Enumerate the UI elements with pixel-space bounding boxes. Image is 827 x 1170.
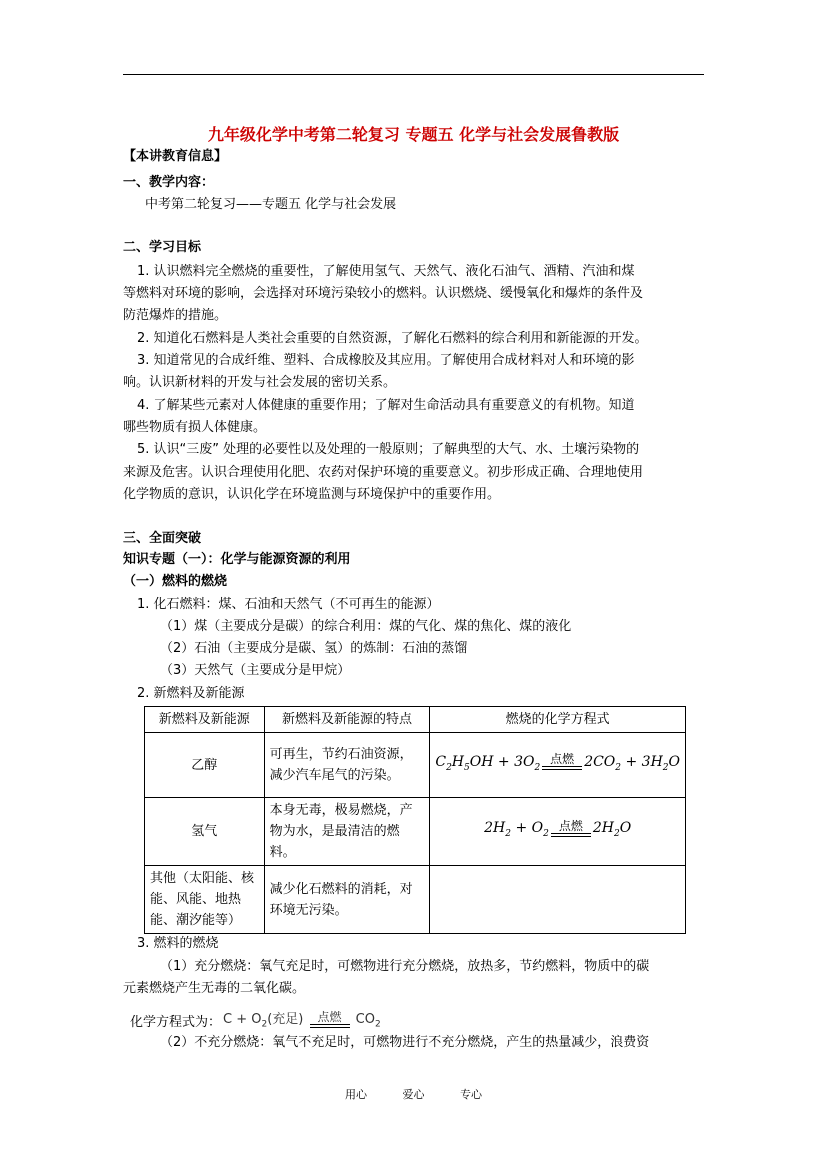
section1-heading: 一、教学内容： — [123, 175, 215, 190]
fuel-feature-cell: 减少化石燃料的消耗，对环境无污染。 — [264, 866, 430, 934]
table-header-row — [145, 707, 686, 733]
paragraph-line: 元素燃烧产生无毒的二氧化碳。 — [123, 981, 306, 996]
objective-line: 哪些物质有损人体健康。 — [123, 420, 267, 435]
paragraph-line: （1）充分燃烧：氧气充足时，可燃物进行充分燃烧，放热多，节约燃料，物质中的碳 — [160, 959, 650, 974]
carbon-combustion-equation: $C + O_2$(充足) 点燃 $CO_2$ — [223, 1010, 381, 1030]
page-title: 九年级化学中考第二轮复习 专题五 化学与社会发展鲁教版 — [207, 125, 620, 144]
table-header-cell: 燃烧的化学方程式 — [430, 707, 686, 733]
table-header-cell: 新燃料及新能源 — [145, 707, 265, 733]
item-heading: 3. 燃料的燃烧 — [137, 936, 219, 951]
fuel-feature-cell: 本身无毒，极易燃烧，产物为水，是最清洁的燃料。 — [264, 798, 430, 866]
fuel-name-cell: 氢气 — [145, 798, 265, 866]
hydrogen-combustion-equation: $2H_2 + O_2$ 点燃 $2H_2O$ — [484, 818, 632, 839]
table-row — [145, 798, 686, 866]
objective-line: 防范爆炸的措施。 — [123, 308, 228, 323]
section2-heading: 二、学习目标 — [123, 240, 202, 255]
table-header-cell: 新燃料及新能源的特点 — [264, 707, 430, 733]
table-row — [145, 733, 686, 798]
objective-line: 等燃料对环境的影响，会选择对环境污染较小的燃料。认识燃烧、缓慢氧化和爆炸的条件及 — [123, 286, 644, 301]
objective-line: 4. 了解某些元素对人体健康的重要作用；了解对生命活动具有重要意义的有机物。知道 — [137, 398, 635, 413]
new-fuel-table — [144, 706, 686, 934]
fuel-feature-cell: 可再生，节约石油资源，减少汽车尾气的污染。 — [264, 733, 430, 798]
objective-line: 响。认识新材料的开发与社会发展的密切关系。 — [123, 375, 397, 390]
objective-line: 2. 知道化石燃料是人类社会重要的自然资源，了解化石燃料的综合利用和新能源的开发。 — [137, 331, 648, 346]
subsection-heading: （一）燃料的燃烧 — [123, 574, 228, 589]
list-item: （3）天然气（主要成分是甲烷） — [160, 663, 351, 678]
objective-line: 来源及危害。认识合理使用化肥、农药对保护环境的重要意义。初步形成正确、合理地使用 — [123, 465, 644, 480]
footer-text: 爱心 — [402, 1088, 425, 1101]
equation-label: 化学方程式为： — [130, 1014, 222, 1030]
equation-cell — [430, 733, 686, 798]
list-item: （1）煤（主要成分是碳）的综合利用：煤的气化、煤的焦化、煤的液化 — [160, 619, 572, 634]
objective-line: 5. 认识“三废” 处理的必要性以及处理的一般原则；了解典型的大气、水、土壤污染物的 — [137, 442, 640, 457]
section1-content: 中考第二轮复习——专题五 化学与社会发展 — [145, 197, 397, 212]
paragraph-line: （2）不充分燃烧：氧气不充足时，可燃物进行不充分燃烧，产生的热量减少，浪费资 — [160, 1035, 650, 1050]
reaction-condition: 点燃 — [558, 818, 583, 833]
objective-line: 1. 认识燃料完全燃烧的重要性，了解使用氢气、天然气、液化石油气、酒精、汽油和煤 — [137, 264, 635, 279]
objective-line: 化学物质的意识，认识化学在环境监测与环境保护中的重要作用。 — [123, 487, 501, 502]
footer-text: 专心 — [460, 1088, 482, 1101]
table-row — [145, 866, 686, 934]
equation-cell — [430, 866, 686, 934]
objective-line: 3. 知道常见的合成纤维、塑料、合成橡胶及其应用。了解使用合成材料对人和环境的影 — [137, 353, 635, 368]
footer-text: 用心 — [345, 1088, 367, 1101]
ethanol-combustion-equation: $C_2H_5OH + 3O_2$ 点燃 $2CO_2 + 3H_2O$ — [435, 752, 680, 773]
item-heading: 1. 化石燃料：煤、石油和天然气（不可再生的能源） — [137, 597, 440, 612]
item-heading: 2. 新燃料及新能源 — [137, 686, 245, 701]
header-rule — [123, 74, 704, 75]
info-heading: 【本讲教育信息】 — [123, 149, 228, 164]
reaction-condition: 点燃 — [317, 1010, 342, 1024]
reaction-condition: 点燃 — [550, 752, 575, 767]
fuel-name-cell: 其他（太阳能、核能、风能、地热能、潮汐能等） — [145, 866, 265, 934]
equation-cell — [430, 798, 686, 866]
fuel-name-cell: 乙醇 — [145, 733, 265, 798]
page-footer — [0, 1086, 827, 1102]
list-item: （2）石油（主要成分是碳、氢）的炼制：石油的蒸馏 — [160, 641, 468, 656]
section3-heading: 三、全面突破 — [123, 531, 202, 546]
topic-heading: 知识专题（一）：化学与能源资源的利用 — [123, 552, 351, 567]
